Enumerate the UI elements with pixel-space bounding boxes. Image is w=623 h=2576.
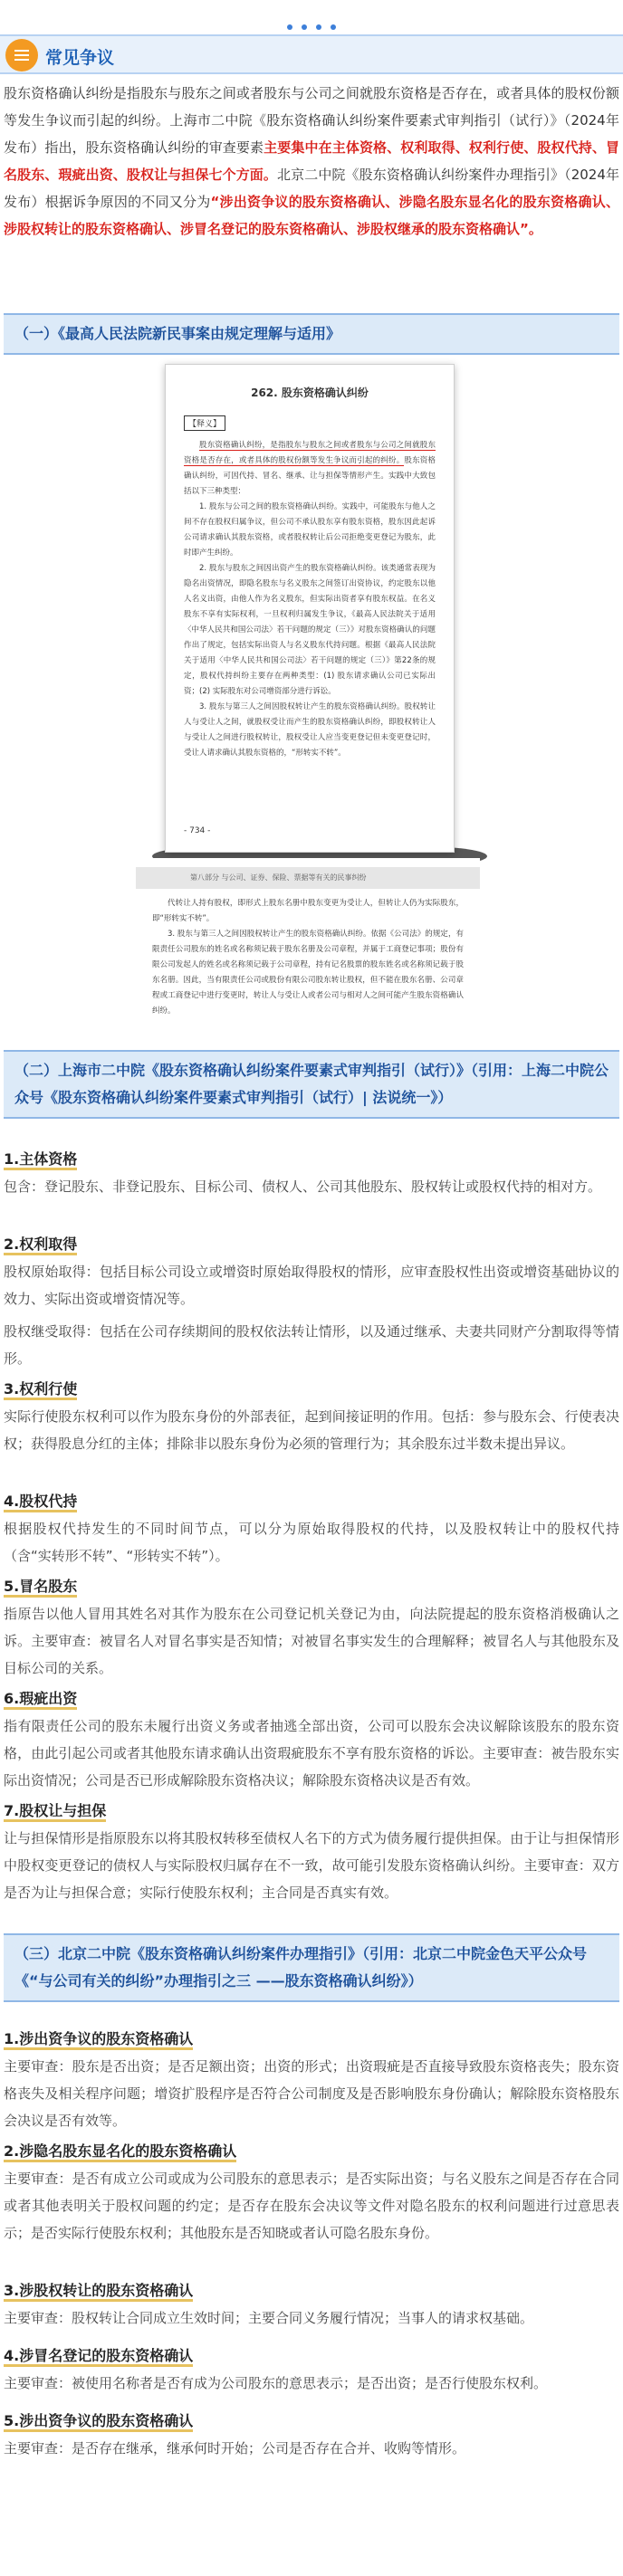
bj-heading-1: 1.涉出资争议的股东资格确认 xyxy=(4,2027,193,2051)
sh-text-1: 包含：登记股东、非登记股东、目标公司、债权人、公司其他股东、股权转让或股权代持的相对方。 xyxy=(4,1178,602,1195)
sh-text-3: 实际行使股东权利可以作为股东身份的外部表征，起到间接证明的作用。包括：参与股东会、行使表决权；获得股息分红的主体；排除非以股东身份为必须的管理行为；其余股东过半数未提出异议。 xyxy=(4,1408,619,1452)
intro-paragraph: 股东资格确认纠纷是指股东与股东之间或者股东与公司之间就股东资格是否存在，或者具体的股权份额等发生争议而引起的纠纷。上海市二中院《股东资格确认纠纷案件要素式审判指引（试行）》（2024年发布）指出，股东资格确认纠纷的审查要素主要集中在主体资格、权利取得、权利行使、股权代持、冒名股东、瑕疵出资、股权让与担保七个方面。北京二中院《股东资格确认纠纷案件办理指引》（2024年发布）根据诉争原因的不同又分为“涉出资争议的股东资格确认、涉隐名股东显名化的股东资格确认、涉股权转让的股东资格确认、涉冒名登记的股东资格确认、涉股权继承的股东资格确认”。 xyxy=(4,85,619,237)
bj-text-4: 主要审查：被使用名称者是否有成为公司股东的意思表示；是否出资；是否行使股东权利。 xyxy=(4,2375,548,2391)
sh-heading-2: 2.权利取得 xyxy=(4,1233,77,1256)
sh-text-2a: 股权原始取得：包括目标公司设立或增资时原始取得股权的情形，应审查股权性出资或增资基础协议的效力、实际出资或增资情况等。 xyxy=(4,1264,619,1307)
bj-text-3: 主要审查：股权转让合同成立生效时间；主要合同义务履行情况；当事人的请求权基础。 xyxy=(4,2310,534,2326)
sh-text-2b: 股权继受取得：包括在公司存续期间的股权依法转让情形，以及通过继承、夫妻共同财产分割取得等情形。 xyxy=(4,1323,619,1367)
sh-text-4: 根据股权代持发生的不同时间节点，可以分为原始取得股权的代持，以及股权转让中的股权代持（含“实转形不转”、“形转实不转”）。 xyxy=(4,1521,619,1564)
sh-heading-1: 1.主体资格 xyxy=(4,1148,77,1171)
sh-heading-7: 7.股权让与担保 xyxy=(4,1799,106,1823)
section-header xyxy=(0,34,623,74)
decorative-dots xyxy=(0,16,623,33)
book-p2: 1. 股东与公司之间的股东资格确认纠纷。实践中，可能股东与他人之间不存在股权归属争议，但公司不承认股东享有股东资格，股东因此起诉公司请求确认其股东资格，或者股权转让后公司拒绝变更登记为股东，此时即产生纠纷。 xyxy=(184,502,436,558)
section-heading-1: （一）《最高人民法院新民事案由规定理解与适用》 xyxy=(4,313,619,355)
page-title: 常见争议 xyxy=(45,48,115,68)
bj-heading-4: 4.涉冒名登记的股东资格确认 xyxy=(4,2344,193,2368)
bj-heading-5: 5.涉出资争议的股东资格确认 xyxy=(4,2409,193,2433)
book-page-number: - 734 - xyxy=(184,826,211,835)
bj-text-5: 主要审查：是否存在继承，继承何时开始；公司是否存在合并、收购等情形。 xyxy=(4,2440,466,2457)
book2-p2: 3. 股东与第三人之间因股权转让产生的股东资格确认纠纷。依据《公司法》的规定，有限责任公司股东的姓名或名称须记载于股东名册及公司章程，并属于工商登记事项；股份有限公司发起人的姓名或名称须记载于公司章程，持有记名股票的股东姓名或名称须记载于股东名册。因此，当有限责任公司或股份有限公司股东转让股权，但不能在股东名册、公司章程或工商登记中进行变更时，转让人与受让人或者公司与相对人之间可能产生股东资格确认纠纷。 xyxy=(152,930,464,1016)
sh-heading-6: 6.瑕疵出资 xyxy=(4,1687,77,1711)
section-heading-3: （三）北京二中院《股东资格确认纠纷案件办理指引》（引用：北京二中院金色天平公众号《“与公司有关的纠纷”办理指引之三 ——股东资格确认纠纷》） xyxy=(4,1933,619,2002)
book-p4: 3. 股东与第三人之间因股权转让产生的股东资格确认纠纷。股权转让人与受让人之间，就股权受让而产生的股东资格确认纠纷，即股权转让人与受让人之间进行股权转让，股权受让人应当变更登记但未变更登记时，受让人请求确认其股东资格的，“形转实不转”。 xyxy=(184,702,436,758)
bj-heading-3: 3.涉股权转让的股东资格确认 xyxy=(4,2279,193,2303)
list-icon xyxy=(5,39,38,72)
book-page-image-2 xyxy=(136,858,480,1037)
sh-text-7: 让与担保情形是指原股东以将其股权转移至债权人名下的方式为债务履行提供担保。由于让与担保情形中股权变更登记的债权人与实际股权归属存在不一致，故可能引发股东资格确认纠纷。主要审查：双方是否为让与担保合意；实际行使股东权利；主合同是否真实有效。 xyxy=(4,1830,619,1901)
book2-header: 第八部分 与公司、证券、保险、票据等有关的民事纠纷 xyxy=(136,867,480,889)
sh-heading-5: 5.冒名股东 xyxy=(4,1575,77,1598)
bj-text-2: 主要审查：是否有成立公司或成为公司股东的意思表示；是否实际出资；与名义股东之间是否存在合同或者其他表明关于股权问题的约定；是否存在股东会决议等文件对隐名股东的权利问题进行过意思表示；是否实际行使股东权利；其他股东是否知晓或者认可隐名股东身份。 xyxy=(4,2171,619,2241)
book-title: 262. 股东资格确认纠纷 xyxy=(251,386,369,399)
book-p1: 股东资格确认纠纷，是指股东与股东之间或者股东与公司之间就股东资格是否存在，或者具体的股权份额等发生争议而引起的纠纷。 xyxy=(184,441,436,465)
bj-heading-2: 2.涉隐名股东显名化的股东资格确认 xyxy=(4,2140,236,2163)
bj-text-1: 主要审查：股东是否出资；是否足额出资；出资的形式；出资瑕疵是否直接导致股东资格丧失；股东资格丧失及相关程序问题；增资扩股程序是否符合公司制度及是否影响股东身份确认；解除股东资格股东会决议是否有效等。 xyxy=(4,2058,619,2129)
book2-p1: 代转让人持有股权，即形式上股东名册中股东变更为受让人，但转让人仍为实际股东，即“形转实不转”。 xyxy=(152,899,464,923)
sh-heading-4: 4.股权代持 xyxy=(4,1490,77,1513)
section-heading-2: （二）上海市二中院《股东资格确认纠纷案件要素式审判指引（试行）》（引用：上海二中院公众号《股东资格确认纠纷案件要素式审判指引（试行）| 法说统一》） xyxy=(4,1050,619,1119)
book-p1b: 股东资格确认纠纷，可因代持、冒名、继承、让与担保等情形产生。实践中大致包括以下三种类型： xyxy=(184,456,436,496)
sh-text-6: 指有限责任公司的股东未履行出资义务或者抽逃全部出资，公司可以股东会决议解除该股东的股东资格，由此引起公司或者其他股东请求确认出资瑕疵股东不享有股东资格的诉讼。主要审查：被告股东实际出资情况；公司是否已形成解除股东资格决议；解除股东资格决议是否有效。 xyxy=(4,1718,619,1789)
book-p3: 2. 股东与股东之间因出资产生的股东资格确认纠纷。该类通常表现为隐名出资情况，即隐名股东与名义股东之间签订出资协议，约定股东以他人名义出资，由他人作为名义股东，但实际出资者享有股东权益。在名义股东不享有实际权利，一旦权利归属发生争议，《最高人民法院关于适用〈中华人民共和国公司法〉若干问题的规定（三）》对股东资格确认的问题作出了规定，包括实际出资人与名义股东代持问题。根据《最高人民法院关于适用〈中华人民共和国公司法〉若干问题的规定（三）》第22条的规定，股权代持纠纷主要存在两种类型：(1) 股东请求确认公司已实际出资；(2) 实际股东对公司增资部分进行诉讼。 xyxy=(184,564,436,696)
sh-text-5: 指原告以他人冒用其姓名对其作为股东在公司登记机关登记为由，向法院提起的股东资格消极确认之诉。主要审查：被冒名人对冒名事实是否知情；对被冒名事实发生的合理解释；被冒名人与其他股东及目标公司的关系。 xyxy=(4,1606,619,1676)
sh-heading-3: 3.权利行使 xyxy=(4,1378,77,1401)
book-page-image xyxy=(165,364,455,853)
book-tag: 【释义】 xyxy=(184,415,225,431)
